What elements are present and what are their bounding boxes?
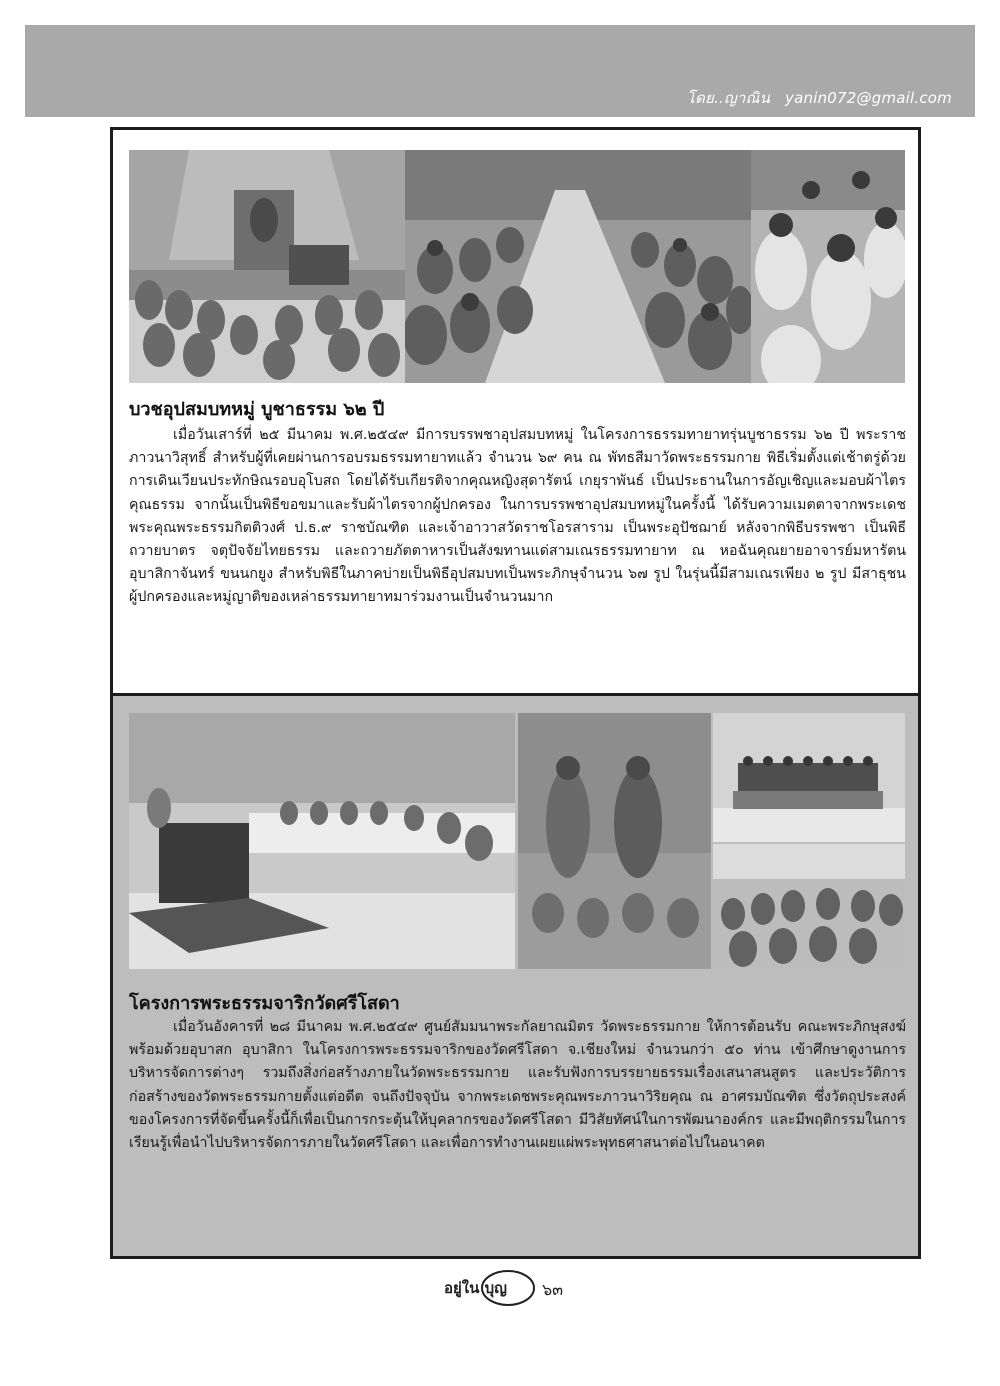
article-body bbox=[129, 1016, 906, 1155]
article-title: โครงการพระธรรมจาริกวัดศรีโสดา bbox=[129, 993, 400, 1014]
byline bbox=[687, 86, 952, 110]
photo-laypeople bbox=[751, 150, 905, 383]
author-name: โดย..ญาณิน bbox=[686, 89, 771, 107]
article-title: บวชอุปสมบทหมู่ บูชาธรรม ๖๒ ปี bbox=[129, 399, 385, 420]
photo-audience bbox=[713, 844, 905, 969]
page-number: ๖๓ bbox=[542, 1280, 564, 1299]
page-footer bbox=[440, 1268, 580, 1308]
article-paragraph: เมื่อวันอังคารที่ ๒๘ มีนาคม พ.ศ.๒๕๔๙ ศูนย์สัมมนาพระกัลยาณมิตร วัดพระธรรมกาย ให้การต้อนรับ คณะพระภิกษุสงฆ์ พร้อมด้วยอุบาสก อุบาสิกา ในโครงการพระธรรมจาริกของวัดศรีโสดา จ.เชียงใหม่ จำนวนกว่า ๕๐ ท่าน เข้าศึกษาดูงานการบริหารจัดการต่างๆ รวมถึงสิ่งก่อสร้างภายในวัดพระธรรมกาย และรับฟังการบรรยายธรรมเรื่องเสนาสนสูตร และประวัติการก่อสร้างของวัดพระธรรมกายตั้งแต่อดีต จนถึงปัจจุบัน จากพระเดชพระคุณพระภาวนาวิริยคุณ ณ อาศรมบัณฑิต ซึ่งวัตถุประสงค์ของโครงการที่จัดขึ้นครั้งนี้ก็เพื่อเป็นการกระตุ้นให้บุคลากรของวัดศรีโสดา มีวิสัยทัศน์ในการพัฒนาองค์กร และมีพฤติกรรมในการเรียนรู้เพื่อนำไปบริหารจัดการภายในวัดศรีโสดา และเพื่อการทำงานเผยแผ่พระพุทธศาสนาต่อไปในอนาคต bbox=[129, 1019, 906, 1152]
logo-text: อยู่ใน บุญ bbox=[444, 1279, 507, 1297]
article-paragraph: เมื่อวันเสาร์ที่ ๒๕ มีนาคม พ.ศ.๒๕๔๙ มีการบรรพชาอุปสมบทหมู่ ในโครงการธรรมทายาทรุ่นบูชาธรรม ๖๒ ปี พระราชภาวนาวิสุทธิ์ สำหรับผู้ที่เคยผ่านการอบรมธรรมทายาทแล้ว จำนวน ๖๙ คน ณ พัทธสีมาวัดพระธรรมกาย พิธีเริ่มตั้งแต่เช้าตรู่ด้วยการเดินเวียนประทักษิณรอบอุโบสถ โดยได้รับเกียรติจากคุณหญิงสุดารัตน์ เกยุราพันธ์ เป็นประธานในการอัญเชิญและมอบผ้าไตรคุณธรรม จากนั้นเป็นพิธีขอขมาและรับผ้าไตรจากผู้ปกครอง ในการบรรพชาอุปสมบทหมู่ในครั้งนี้ ได้รับความเมตตาจากพระเดชพระคุณพระธรรมกิตติวงศ์ ป.ธ.๙ ราชบัณฑิต และเจ้าอาวาสวัดราชโอรสาราม เป็นพระอุปัชฌาย์ หลังจากพิธีบรรพชา เป็นพิธีถวายบาตร จตุปัจจัยไทยธรรม และถวายภัตตาหารเป็นสังฆทานแด่สามเณรธรรมทายาท ณ หอฉันคุณยายอาจารย์มหารัตนอุบาสิกาจันทร์ ขนนกยูง สำหรับพิธีในภาคบ่ายเป็นพิธีอุปสมบทเป็นพระภิกษุจำนวน ๖๗ รูป ในรุ่นนี้มีสามเณรเพียง ๒ รูป มีสาธุชน ผู้ปกครองและหมู่ญาติของเหล่าธรรมทายาทมาร่วมงานเป็นจำนวนมาก bbox=[129, 427, 906, 606]
article-ordination bbox=[110, 127, 921, 696]
photo-seminar-hall bbox=[129, 713, 515, 969]
photo-greeting bbox=[518, 713, 711, 969]
photo-monks-rows bbox=[405, 150, 751, 383]
photo-temple-interior bbox=[129, 150, 405, 383]
article-srisoda bbox=[110, 693, 921, 1259]
magazine-logo bbox=[440, 1268, 538, 1308]
author-email: yanin072@gmail.com bbox=[785, 89, 952, 107]
article-body bbox=[129, 424, 906, 610]
photo-group bbox=[713, 713, 905, 842]
